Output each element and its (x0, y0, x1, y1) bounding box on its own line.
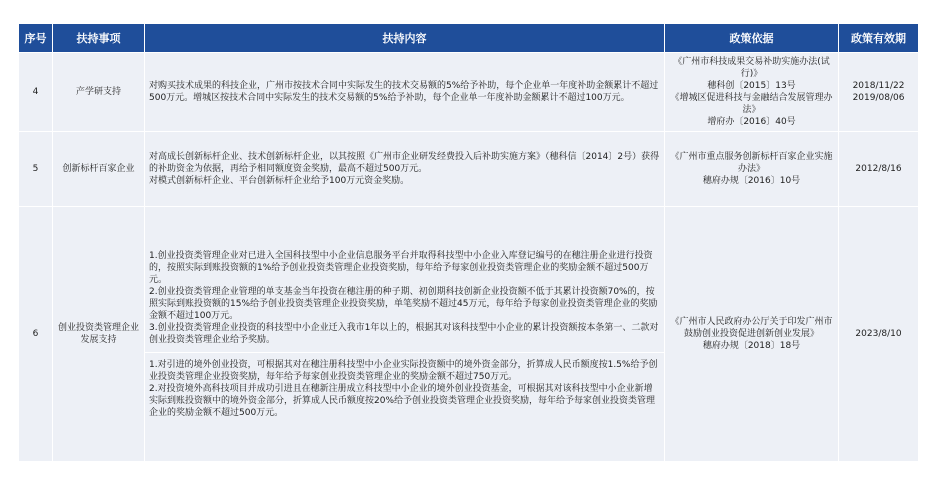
validity-date: 2023/8/10 (855, 329, 902, 339)
basis-line: 《增城区促进科技与金融结合发展管理办法》 (670, 93, 833, 115)
row-basis (665, 207, 839, 462)
content-paragraph: 2.创业投资类管理企业管理的单支基金当年投资在穗注册的种子期、初创期科技创新企业投资额不低于其累计投资额70%的，按照实际到账投资额的15%给予创业投资类管理企业投资奖励，单笔奖励不超过45万元，每年给予每家创业投资类管理企业的奖励金额不超过100万元。 (149, 286, 658, 321)
content-paragraph: 对购买技术成果的科技企业，广州市按技术合同中实际发生的技术交易额的5%给予补助，每个企业单一年度补助金额累计不超过500万元。增城区按技术合同中实际发生的技术交易额的5%给予补助，每个企业单一年度补助金额累计不超过100万元。 (149, 81, 659, 103)
header-content: 扶持内容 (145, 24, 665, 53)
row-item: 创新标杆百家企业 (53, 132, 145, 207)
row-validity (839, 132, 919, 207)
row-basis (665, 132, 839, 207)
row-validity (839, 207, 919, 462)
row-number: 6 (19, 207, 53, 462)
table-row (19, 207, 919, 462)
row-content (145, 207, 665, 462)
header-basis: 政策依据 (665, 24, 839, 53)
row-content (145, 132, 665, 207)
table-header-row (19, 24, 919, 53)
content-paragraph: 1.对引进的境外创业投资，可根据其对在穗注册科技型中小企业实际投资额中的境外资金部分，折算成人民币额度按1.5%给予创业投资类管理企业投资奖励，每年给予每家创业投资类管理企业的奖励金额不超过750万元。 (149, 359, 658, 382)
header-validity: 政策有效期 (839, 24, 919, 53)
row-item: 产学研支持 (53, 53, 145, 132)
policy-table (18, 23, 919, 462)
content-section-top (149, 248, 660, 348)
basis-line: 穗府办规〔2016〕10号 (702, 176, 801, 186)
row-item: 创业投资类管理企业发展支持 (53, 207, 145, 462)
header-no: 序号 (19, 24, 53, 53)
policy-table-container (18, 23, 918, 462)
row-basis (665, 53, 839, 132)
basis-line: 增府办〔2016〕40号 (707, 117, 796, 127)
row-validity (839, 53, 919, 132)
content-section-bottom (149, 357, 660, 421)
row-number: 4 (19, 53, 53, 132)
content-paragraph: 2.对投资境外高科技项目并成功引进且在穗新注册成立科技型中小企业的境外创业投资基金，可根据其对该科技型中小企业新增实际到账投资额中的境外资金部分，折算成人民币额度按20%给予创业投资类管理企业投资奖励，每年给予每家创业投资类管理企业的奖励金额不超过500万元。 (149, 383, 656, 418)
basis-line: 穗府办规〔2018〕18号 (702, 341, 801, 351)
content-paragraph: 对模式创新标杆企业、平台创新标杆企业给予100万元资金奖励。 (149, 176, 410, 186)
content-paragraph: 1.创业投资类管理企业对已进入全国科技型中小企业信息服务平台并取得科技型中小企业入库登记编号的在穗注册企业进行投资的，按照实际到账投资额的1%给予创业投资类管理企业投资奖励，每年给予每家创业投资类管理企业的奖励金额不超过500万元。 (149, 250, 653, 285)
basis-line: 《广州市人民政府办公厅关于印发广州市鼓励创业投资促进创新创业发展》 (670, 317, 833, 339)
table-row (19, 53, 919, 132)
basis-line: 《广州市科技成果交易补助实施办法(试行)》 (673, 57, 830, 79)
validity-date: 2012/8/16 (855, 164, 902, 174)
basis-line: 穗科创〔2015〕13号 (707, 81, 796, 91)
row-number: 5 (19, 132, 53, 207)
content-divider (145, 352, 664, 353)
validity-date: 2018/11/22 (852, 81, 905, 91)
table-row (19, 132, 919, 207)
validity-date: 2019/08/06 (852, 93, 905, 103)
content-paragraph: 3.创业投资类管理企业投资的科技型中小企业迁入我市1年以上的，根据其对该科技型中小企业的累计投资额按本条第一、二款对创业投资类管理企业给予奖励。 (149, 322, 659, 345)
header-item: 扶持事项 (53, 24, 145, 53)
content-paragraph: 对高成长创新标杆企业、技术创新标杆企业，以其按照《广州市企业研发经费投入后补助实施方案》（穗科信〔2014〕2号）获得的补助资金为依据，再给予相同额度资金奖励，最高不超过500万元。 (149, 152, 660, 174)
basis-line: 《广州市重点服务创新标杆百家企业实施办法》 (670, 152, 833, 174)
row-content (145, 53, 665, 132)
